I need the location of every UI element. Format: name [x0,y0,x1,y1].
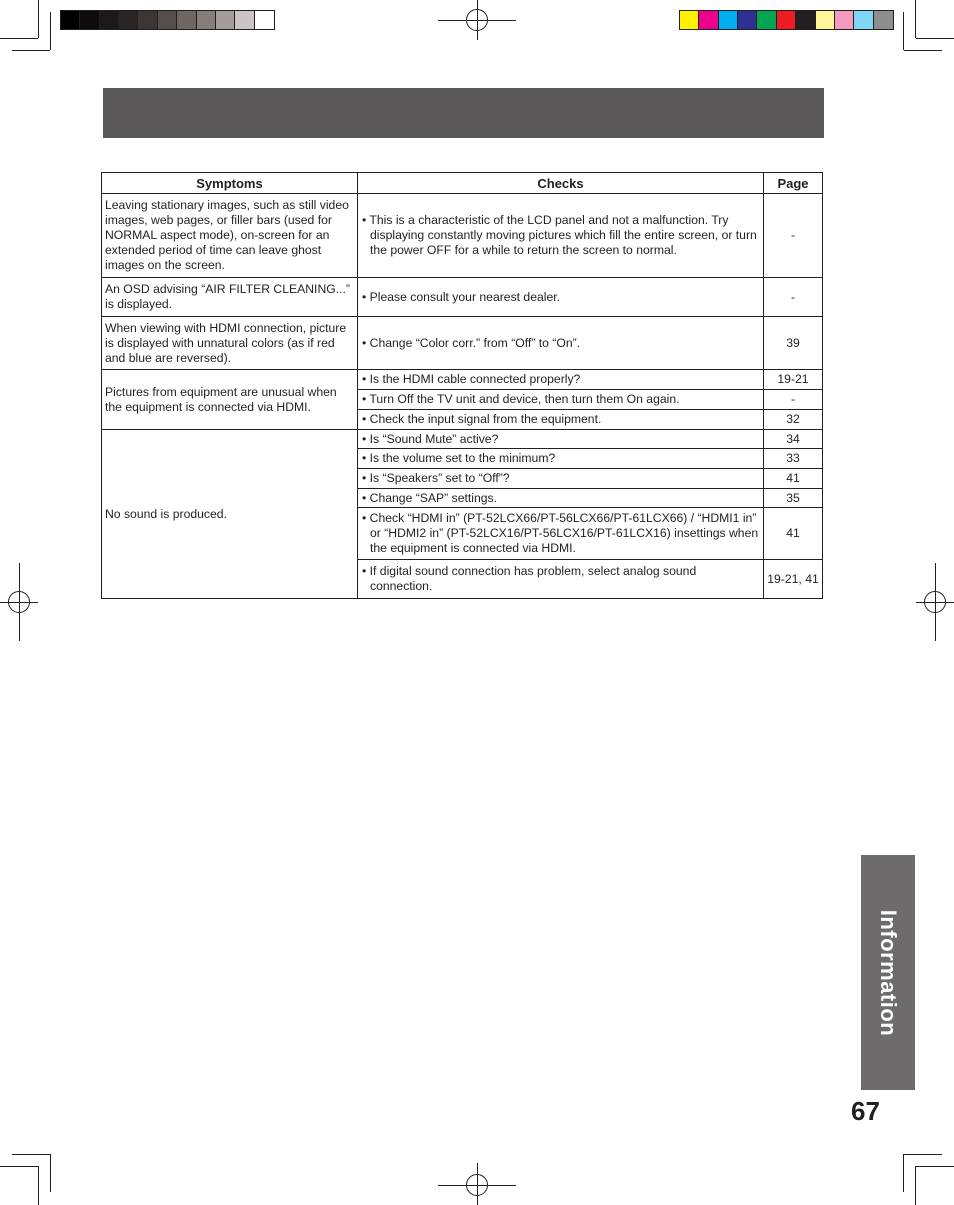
color-swatch [874,11,893,29]
check-cell [358,278,764,317]
check-cell [358,430,764,449]
crop-mark [0,1166,38,1167]
section-tab-label: Information [876,909,901,1036]
crop-mark [0,38,38,39]
check-cell [358,194,764,278]
table-header-row [102,173,823,194]
check-cell [358,410,764,430]
page-cell: - [764,278,823,317]
symptom-cell: No sound is produced. [102,430,358,599]
color-bar [679,10,894,30]
crop-mark [903,12,904,50]
check-text: • Is “Sound Mute” active? [362,431,499,446]
page-cell: 19-21 [764,370,823,390]
crop-mark [50,1154,51,1192]
table-row [102,278,823,317]
checks-header: Checks [358,173,764,194]
crop-mark [38,1166,39,1205]
color-swatch [255,11,274,29]
check-cell [358,489,764,508]
crop-mark [904,50,942,51]
color-swatch [757,11,776,29]
color-swatch [216,11,235,29]
color-swatch [177,11,196,29]
symptom-cell: Leaving stationary images, such as still video images, web pages, or filler bars (used for NORMAL aspect mode), on-screen for an extended period of time can leave ghost images on the screen. [102,194,358,278]
color-swatch [699,11,718,29]
check-text: • Is the volume set to the minimum? [362,451,556,465]
color-swatch [235,11,254,29]
troubleshooting-table [101,172,823,599]
page-cell: - [764,194,823,278]
color-swatch [119,11,138,29]
color-swatch [854,11,873,29]
crop-mark [915,1166,916,1205]
page-cell: 32 [764,410,823,430]
color-swatch [777,11,796,29]
page-cell: 39 [764,317,823,370]
crop-mark [38,0,39,38]
crop-mark [915,0,916,38]
crop-mark [916,38,954,39]
page-cell: 34 [764,430,823,449]
color-swatch [835,11,854,29]
color-swatch [680,11,699,29]
color-swatch [738,11,757,29]
symptom-cell: Pictures from equipment are unusual when the equipment is connected via HDMI. [102,370,358,430]
check-cell [358,449,764,469]
crop-mark [12,1154,50,1155]
symptom-cell: An OSD advising “AIR FILTER CLEANING...” is displayed. [102,278,358,317]
symptoms-header: Symptoms [102,173,358,194]
check-cell [358,560,764,599]
table-row [102,194,823,278]
page-cell: 33 [764,449,823,469]
page-header: Page [764,173,823,194]
check-cell [358,469,764,489]
page-number: 67 [851,1096,880,1126]
registration-line [477,1163,478,1205]
check-text: • This is a characteristic of the LCD panel and not a malfunction. Try displaying constantly moving pictures which fill the entire screen, or turn the power OFF for a while to return the screen to normal. [362,213,757,257]
registration-line [19,563,20,641]
crop-mark [50,12,51,50]
check-text: • Please consult your nearest dealer. [362,289,561,304]
table-row [102,370,823,390]
color-swatch [796,11,815,29]
page-cell: 41 [764,469,823,489]
section-tab [861,855,915,1090]
crop-mark [916,1166,954,1167]
check-cell [358,370,764,390]
page-cell: 41 [764,508,823,560]
header-band [103,88,824,138]
crop-mark [903,1154,904,1192]
check-text: • Check “HDMI in” (PT-52LCX66/PT-56LCX66/PT-61LCX66) / “HDMI1 in” or “HDMI2 in” (PT-52LCX16/PT-56LCX16/PT-61LCX16) insettings when the equipment is connected via HDMI. [362,511,759,555]
check-cell [358,317,764,370]
symptom-cell: When viewing with HDMI connection, picture is displayed with unnatural colors (as if red and blue are reversed). [102,317,358,370]
table-row [102,317,823,370]
registration-line [477,0,478,40]
page-cell: 19-21, 41 [764,560,823,599]
color-swatch [197,11,216,29]
color-swatch [100,11,119,29]
check-cell [358,390,764,410]
crop-mark [12,50,50,51]
check-cell [358,508,764,560]
grayscale-bar [60,10,275,30]
check-text: • Is “Speakers” set to “Off”? [362,471,510,485]
color-swatch [816,11,835,29]
check-text: • Is the HDMI cable connected properly? [362,372,581,386]
color-swatch [719,11,738,29]
check-text: • Change “SAP” settings. [362,490,498,505]
registration-line [935,563,936,641]
table-row [102,430,823,449]
color-swatch [61,11,80,29]
crop-mark [904,1154,942,1155]
color-swatch [158,11,177,29]
page-cell: - [764,390,823,410]
check-text: • If digital sound connection has problem, select analog sound connection. [362,564,697,593]
check-text: • Change “Color corr.” from “Off” to “On”. [362,335,581,350]
check-text: • Turn Off the TV unit and device, then turn them On again. [362,392,680,406]
color-swatch [80,11,99,29]
check-text: • Check the input signal from the equipment. [362,412,602,426]
color-swatch [138,11,157,29]
page-cell: 35 [764,489,823,508]
